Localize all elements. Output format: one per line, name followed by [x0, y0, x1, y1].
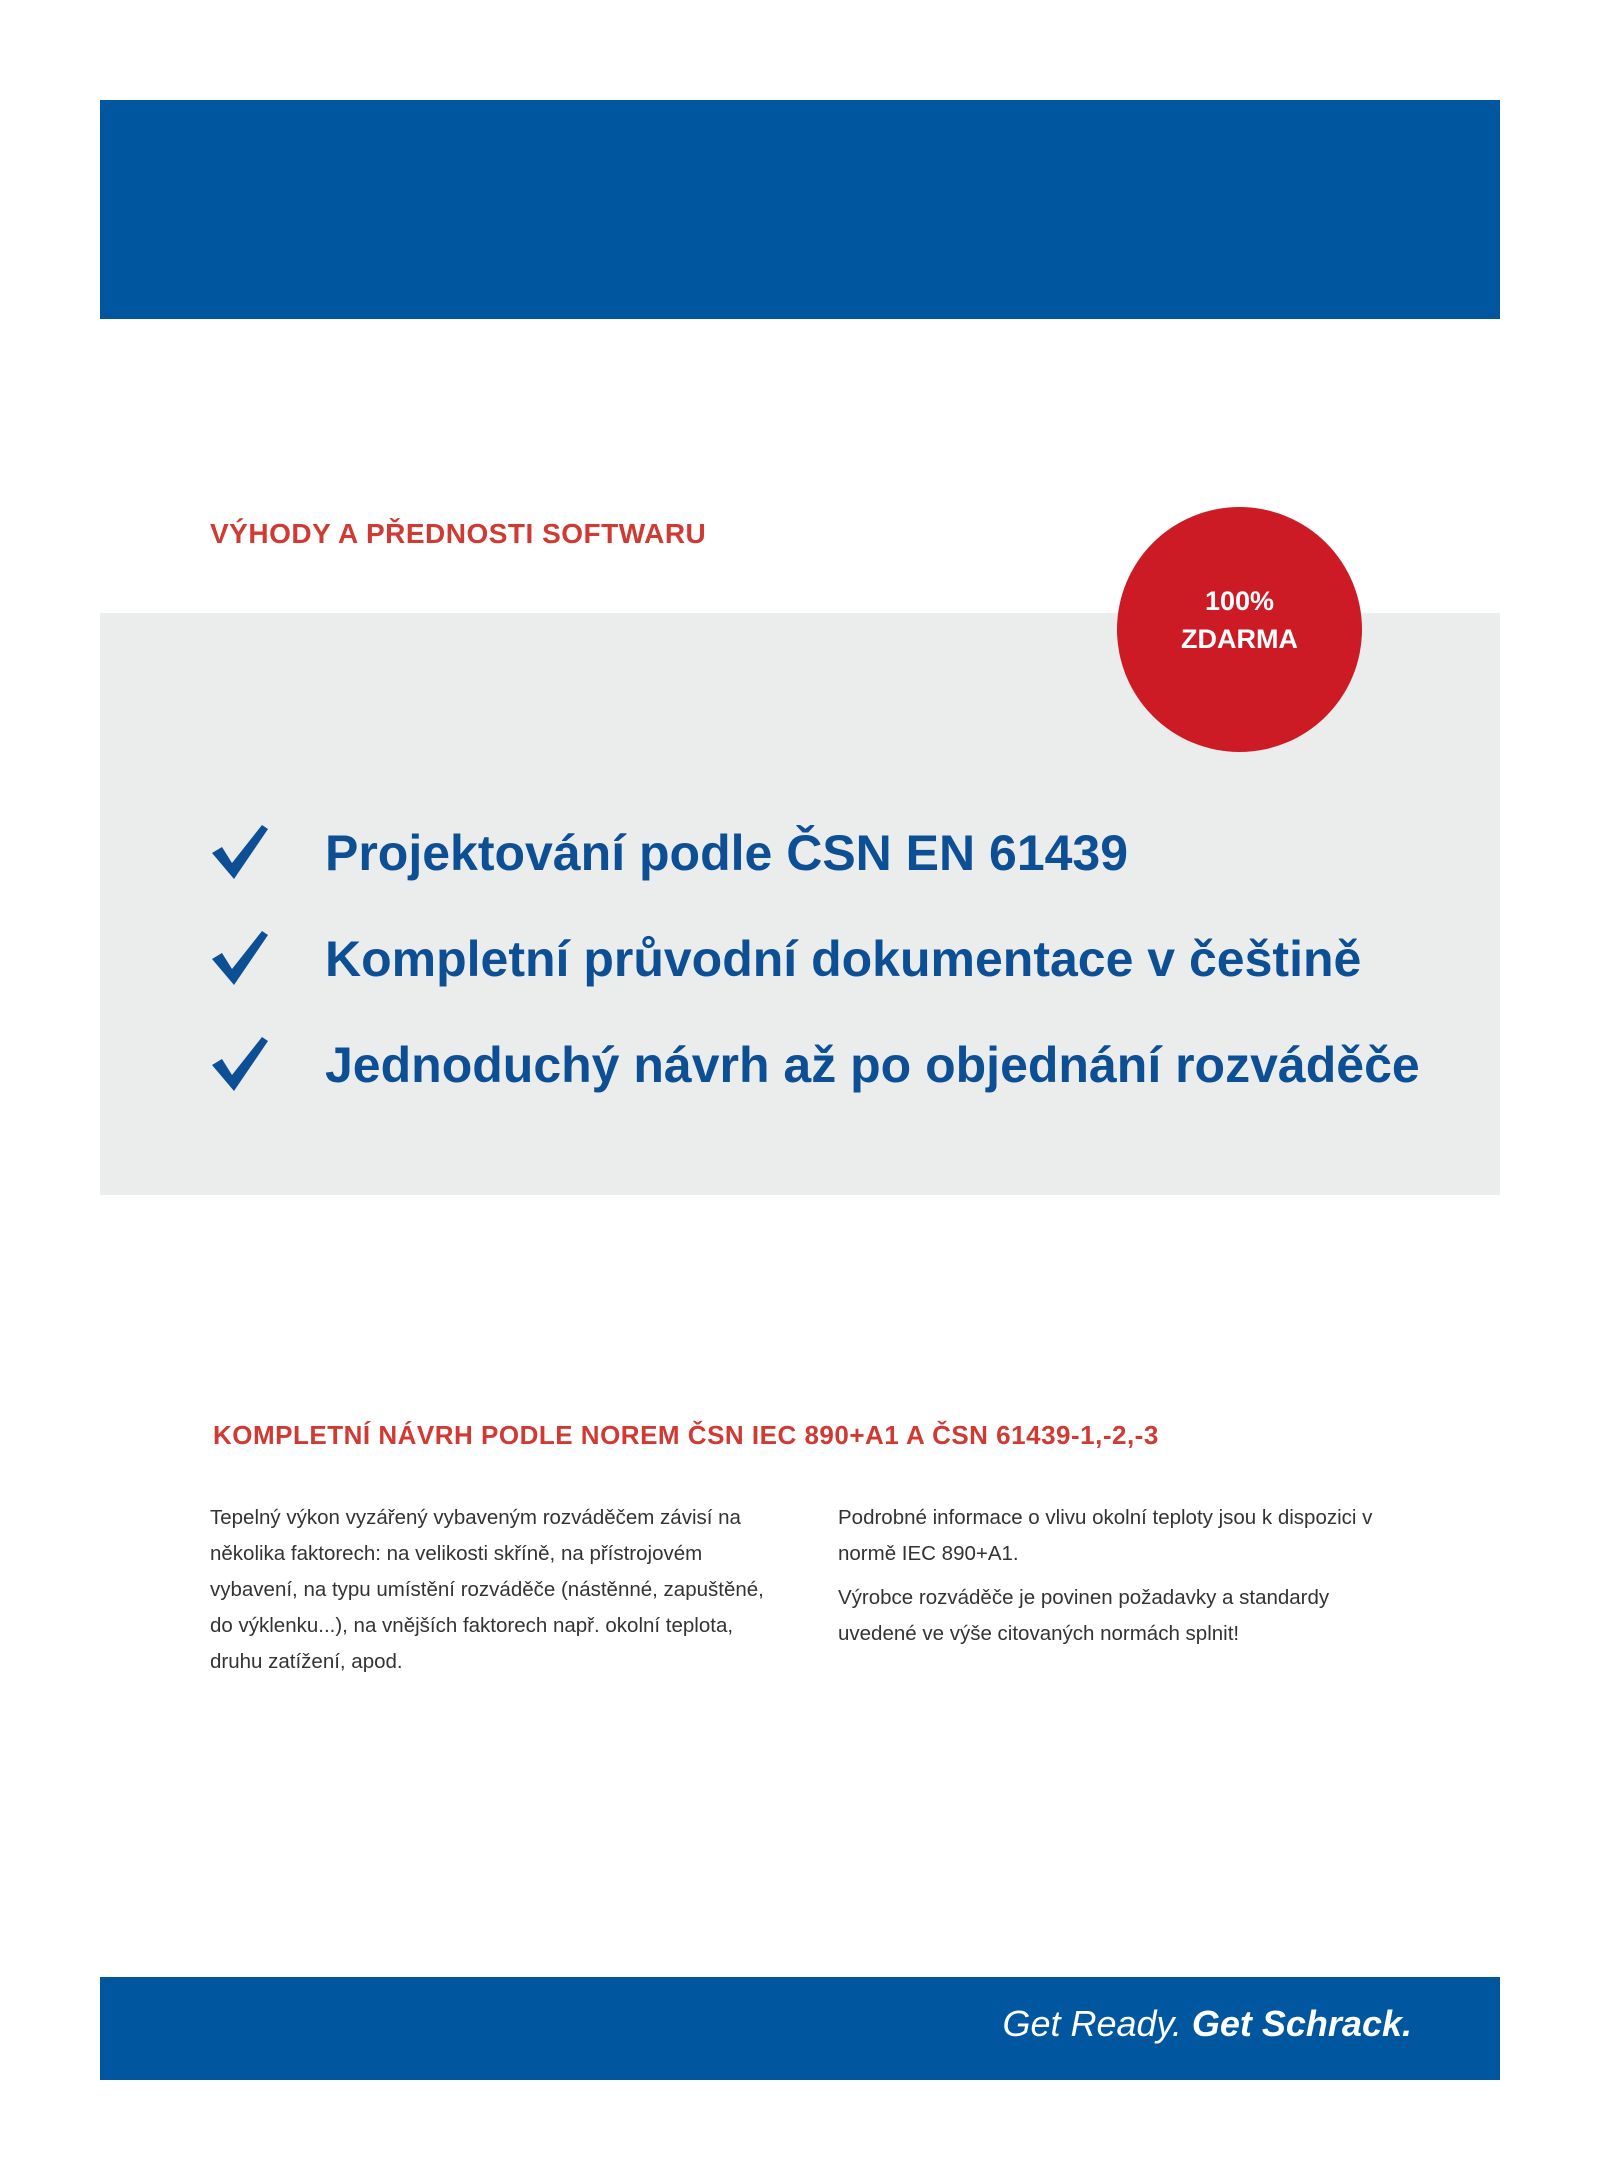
- paragraph: [838, 1580, 1438, 1652]
- feature-text: Jednoduchý návrh až po objednání rozváděče: [325, 1037, 1420, 1093]
- slogan: [1002, 2003, 1412, 2045]
- paragraph: [838, 1500, 1438, 1572]
- checkmark-icon: [210, 823, 270, 883]
- text-column-right: [838, 1500, 1438, 1660]
- slogan-bold: Get Schrack.: [1191, 2003, 1412, 2044]
- text-column-left: [210, 1500, 810, 1688]
- free-badge: [1117, 507, 1362, 752]
- text-line: do výklenku...), na vnějších faktorech např. okolní teplota,: [210, 1614, 734, 1637]
- feature-item: [210, 906, 1490, 1012]
- footer-band: [100, 1977, 1500, 2080]
- checkmark-icon: [210, 929, 270, 989]
- checkmark-icon: [210, 1035, 270, 1095]
- text-line: normě IEC 890+A1.: [838, 1542, 1019, 1565]
- top-blue-band: [100, 100, 1500, 319]
- feature-text: Kompletní průvodní dokumentace v češtině: [325, 931, 1362, 987]
- text-line: druhu zatížení, apod.: [210, 1650, 403, 1673]
- feature-list: [210, 800, 1490, 1118]
- badge-label: ZDARMA: [1181, 623, 1298, 654]
- section-heading-design: KOMPLETNÍ NÁVRH PODLE NOREM ČSN IEC 890+A1 A ČSN 61439-1,-2,-3: [213, 1420, 1159, 1450]
- badge-percent: 100%: [1204, 585, 1275, 616]
- slogan-light: Get Ready.: [1002, 2003, 1182, 2044]
- text-line: Tepelný výkon vyzářený vybaveným rozváděčem závisí na: [210, 1506, 741, 1529]
- text-line: několika faktorech: na velikosti skříně, na přístrojovém: [210, 1542, 703, 1565]
- feature-text: Projektování podle ČSN EN 61439: [325, 825, 1129, 881]
- paragraph: [210, 1500, 810, 1680]
- text-line: Výrobce rozváděče je povinen požadavky a standardy: [838, 1586, 1330, 1609]
- section-heading-benefits: VÝHODY A PŘEDNOSTI SOFTWARU: [210, 518, 707, 549]
- text-line: uvedené ve výše citovaných normách splnit!: [838, 1622, 1240, 1645]
- text-line: vybavení, na typu umístění rozváděče (nástěnné, zapuštěné,: [210, 1578, 764, 1601]
- text-line: Podrobné informace o vlivu okolní teploty jsou k dispozici v: [838, 1506, 1373, 1529]
- feature-item: [210, 1012, 1490, 1118]
- feature-item: [210, 800, 1490, 906]
